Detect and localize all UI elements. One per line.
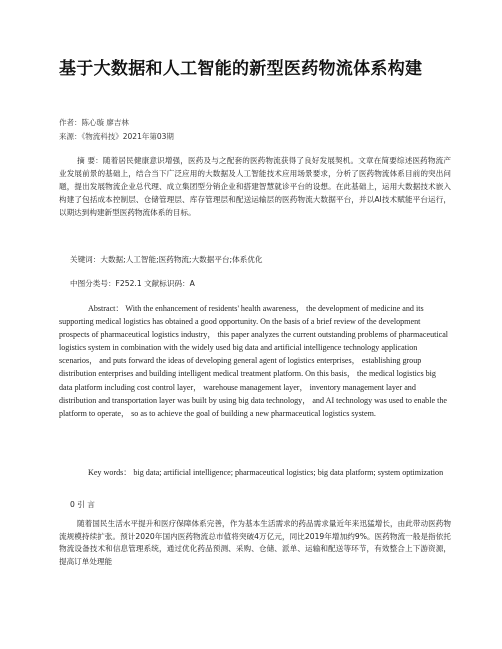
author-line: 作者：陈心璇 廖吉林 xyxy=(59,118,129,127)
section-heading: 0 引 言 xyxy=(70,500,95,509)
intro-text: 随着国民生活水平提升和医疗保障体系完善，作为基本生活需求的药品需求量近年来迅猛增长，由此带动医药物流规模持续扩张。预计2020年国内医药物流总市值将突破4万亿元，同比2019年增加约9%。医药物流一般是指依托物流设备技术和信息管理系统，通过优化药品预测、采购、仓储、派单、运输和配送等环节，有效整合上下游资源，提高订单处理能 xyxy=(59,519,451,566)
source-line: 来源：《物流科技》2021年第03期 xyxy=(59,132,174,141)
intro-paragraph xyxy=(59,518,451,568)
keywords-en xyxy=(59,466,451,479)
keywords-zh: 关键词：大数据;人工智能;医药物流;大数据平台;体系优化 xyxy=(70,255,263,264)
keywords-en-text: Key words： big data; artificial intelligence; pharmaceutical logistics; big data platform; system optimization xyxy=(88,468,444,477)
abstract-en-text: Abstract： With the enhancement of residents' health awareness， the development of medicine and its supporting medical logistics has obtained a good opportunity. On the basis of a brief review of the development prospects of pharmaceutical logistics industry， this paper analyzes the current outstanding problems of pharmaceutical logistics system in combination with the widely used big data and artificial intelligence technology application scenarios， and puts forward the ideas of developing general agent of logistics enterprises， establishing group distribution enterprises and building intelligent medical treatment platform. On this basis， the medical logistics big data platform including cost control layer， warehouse management layer， inventory management layer and distribution and transportation layer was built by using big data technology， and AI technology was used to enable the platform to operate， so as to achieve the goal of building a new pharmaceutical logistics system. xyxy=(59,304,449,418)
abstract-zh-text: 摘 要：随着居民健康意识增强，医药及与之配套的医药物流获得了良好发展契机。文章在简要综述医药物流产业发展前景的基础上，结合当下广泛应用的大数据及人工智能技术应用场景要求，分析了医药物流体系目前的突出问题，提出发展物流企业总代理、成立集团型分销企业和搭建智慧就诊平台的设想。在此基础上，运用大数据技术嵌入构建了包括成本控制层、仓储管理层、库存管理层和配送运输层的医药物流大数据平台，并以AI技术赋能平台运行，以期达到构建新型医药物流体系的目标。 xyxy=(59,156,451,217)
abstract-zh xyxy=(59,154,451,219)
classification-line: 中图分类号：F252.1 文献标识码：A xyxy=(70,279,195,288)
article-title: 基于大数据和人工智能的新型医药物流体系构建 xyxy=(59,59,423,79)
abstract-en xyxy=(59,302,451,420)
